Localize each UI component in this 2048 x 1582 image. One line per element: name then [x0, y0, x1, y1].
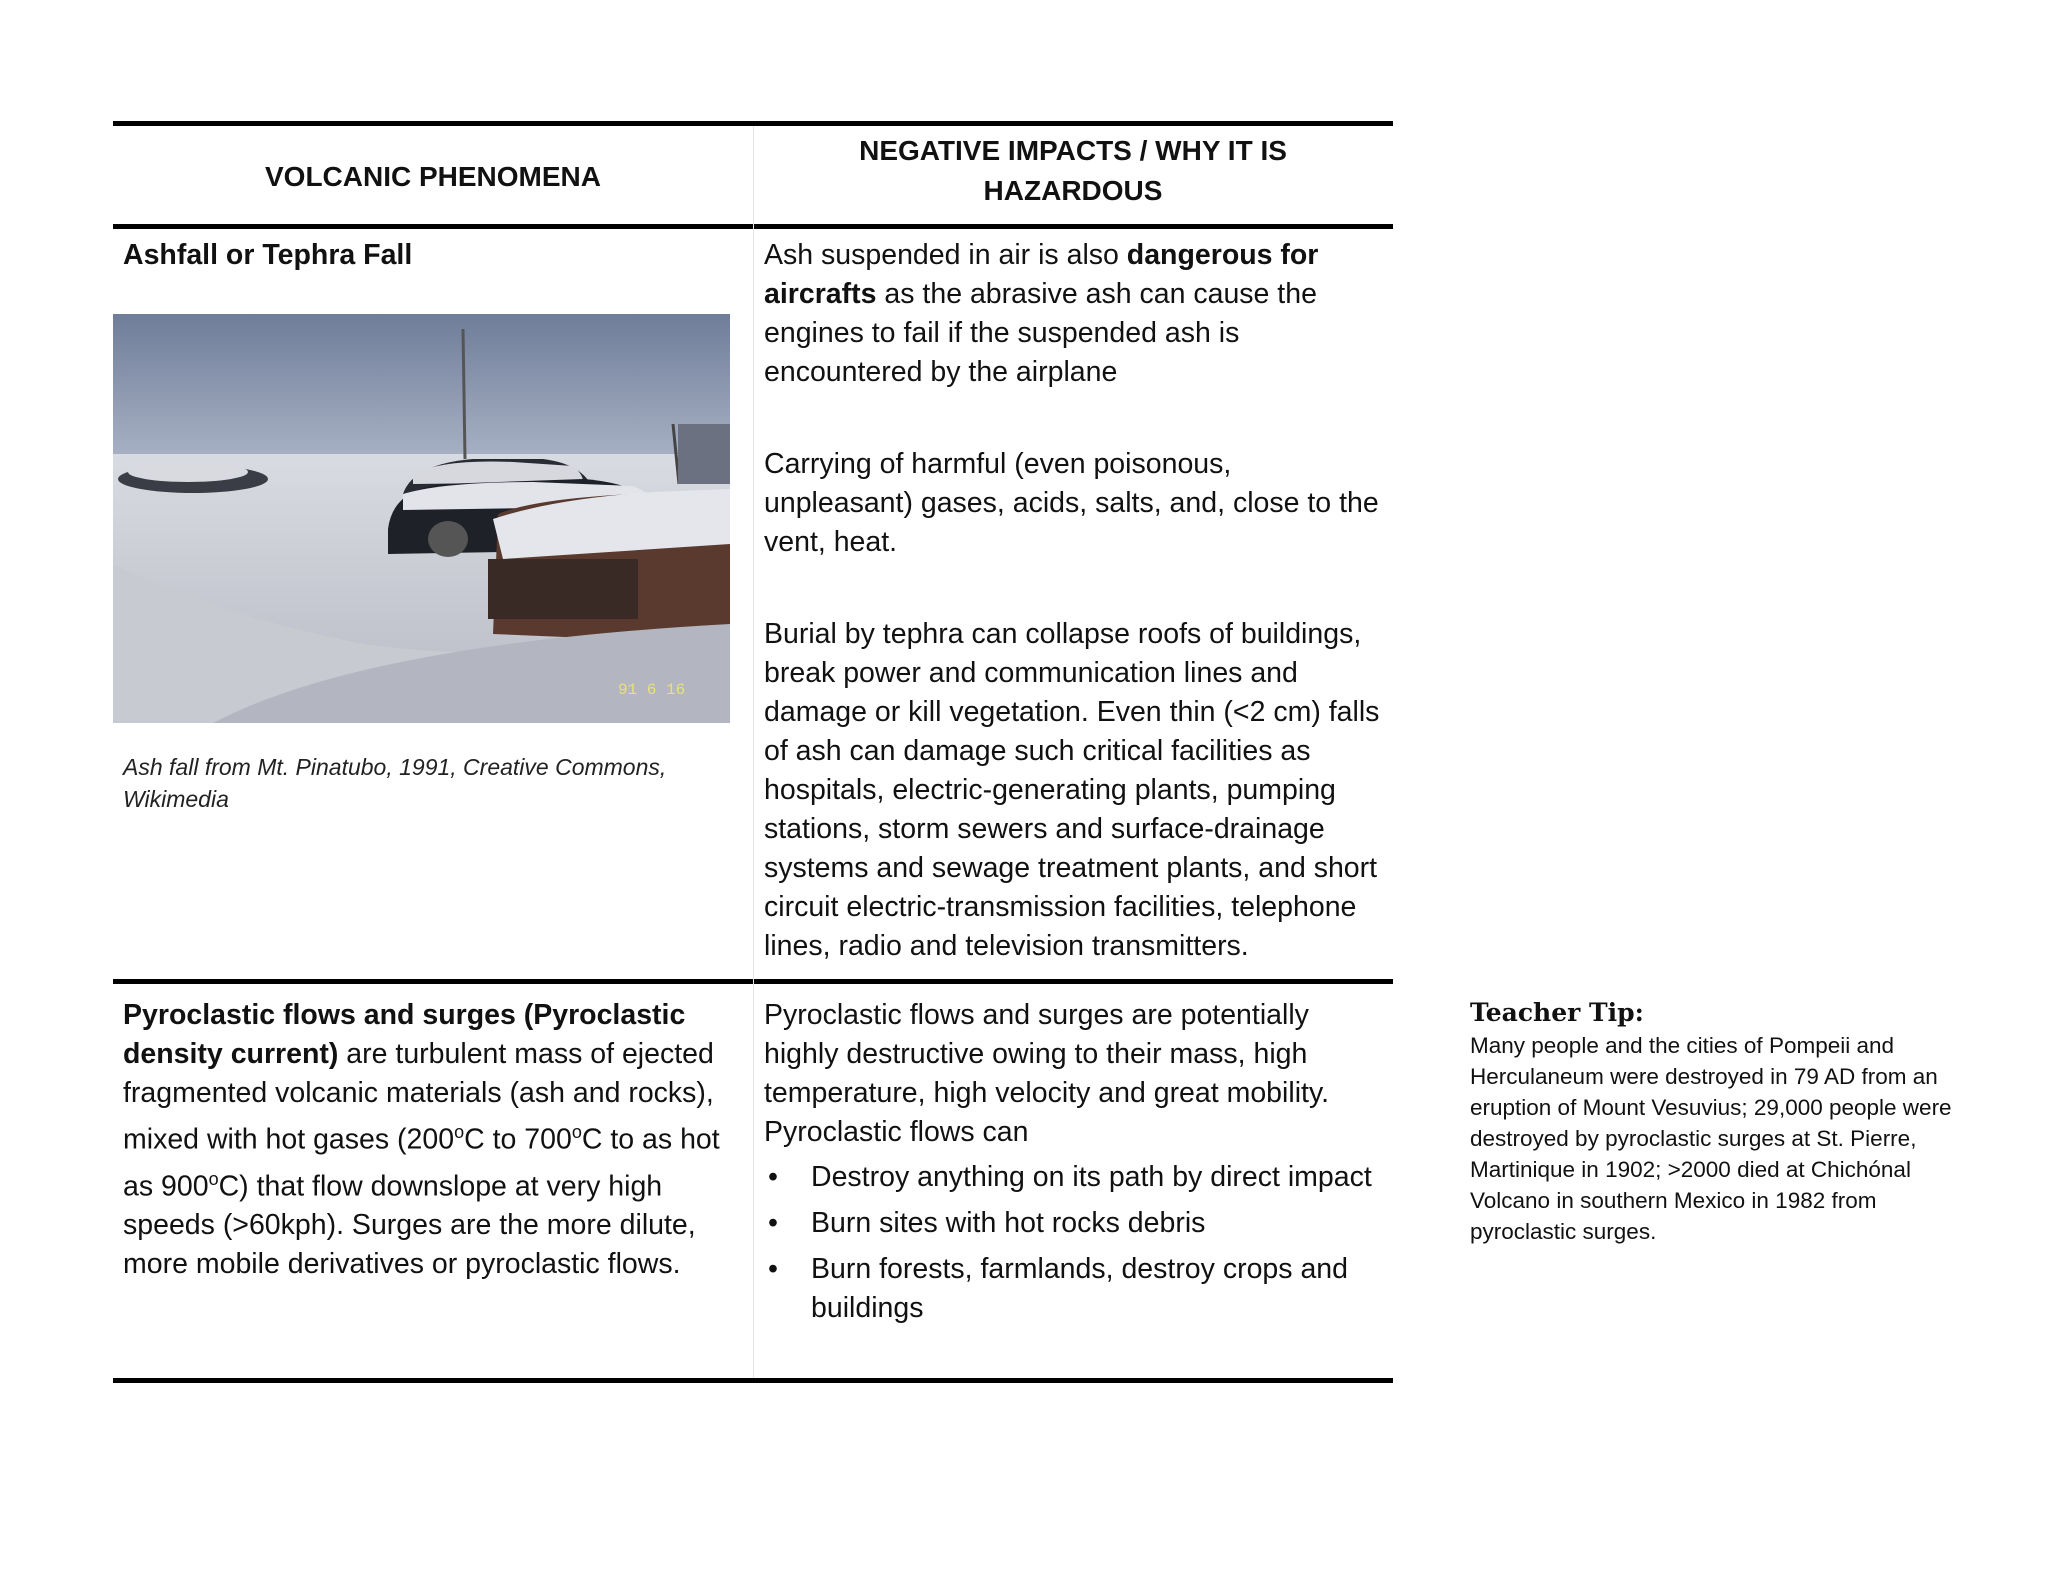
- ashfall-title-cell: [123, 236, 743, 275]
- header-volcanic-phenomena: VOLCANIC PHENOMENA: [264, 161, 601, 192]
- impact-aircraft-bold: dangerous for aircrafts: [764, 239, 1319, 310]
- header-negative-impacts-line2: HAZARDOUS: [983, 175, 1163, 206]
- list-item: [764, 1204, 1389, 1243]
- list-item-text: Burn sites with hot rocks debris: [811, 1207, 1206, 1239]
- pyroclastic-impacts-cell: [764, 996, 1389, 1335]
- teacher-tip-title: Teacher Tip:: [1470, 998, 1644, 1027]
- degree-sup-1: o: [454, 1122, 465, 1142]
- photo-date-stamp: 91 6 16: [618, 681, 686, 699]
- teacher-tip-body: Many people and the cities of Pompeii and Herculaneum were destroyed in 79 AD from an eruption of Mount Vesuvius; 29,000 people were destroyed by pyroclastic surges at St. Pierre, Martinique in 1902; >2000 died at Chichónal Volcano in southern Mexico in 1982 from pyroclastic surges.: [1470, 1033, 1952, 1244]
- ashfall-impacts-cell: [764, 236, 1384, 966]
- pyroclastic-text-d: C) that flow downslope at very high speeds (>60kph). Surges are the more dilute, more mobile derivatives or pyroclastic flows.: [123, 1170, 696, 1280]
- degree-sup-3: o: [208, 1168, 219, 1189]
- list-item: [764, 1158, 1389, 1197]
- impact-burial: Burial by tephra can collapse roofs of buildings, break power and communication lines and damage or kill vegetation. Even thin (<2 cm) falls of ash can damage such critical facilities as hospitals, electric-generating plants, pumping stations, storm sewers and surface-drainage systems and sewage treatment plants, and short circuit electric-transmission facilities, telephone lines, radio and television transmitters.: [764, 618, 1380, 962]
- degree-sup-2: o: [571, 1122, 582, 1142]
- pyroclastic-text-c: C to as hot as 900: [123, 1123, 720, 1202]
- pyroclastic-description: [123, 996, 748, 1284]
- pyroclastic-text-a: are turbulent mass of ejected fragmented volcanic materials (ash and rocks), mixed with hot gases (200: [123, 1038, 714, 1156]
- teacher-tip: [1470, 996, 1970, 1247]
- list-item: [764, 1250, 1389, 1328]
- impact-aircraft-text-a: Ash suspended in air is also: [764, 239, 1127, 271]
- impact-aircraft: [764, 236, 1384, 392]
- pyroclastic-description-cell: [123, 996, 748, 1284]
- photo-caption: Ash fall from Mt. Pinatubo, 1991, Creative Commons, Wikimedia: [123, 754, 667, 812]
- pyroclastic-impacts-list: [764, 1158, 1389, 1328]
- ashfall-photo-illustration: [113, 314, 730, 723]
- table-bottom-rule: [113, 1378, 1393, 1383]
- header-negative-impacts-line1: NEGATIVE IMPACTS / WHY IT IS: [859, 135, 1287, 166]
- bullet-dot: •: [768, 1207, 778, 1239]
- pyroclastic-impacts-intro: Pyroclastic flows and surges are potentially highly destructive owing to their mass, high temperature, high velocity and great mobility. Pyroclastic flows can: [764, 999, 1330, 1148]
- list-item-text: Burn forests, farmlands, destroy crops and buildings: [811, 1253, 1348, 1324]
- header-negative-impacts: [753, 131, 1393, 211]
- impact-gases: Carrying of harmful (even poisonous, unpleasant) gases, acids, salts, and, close to the vent, heat.: [764, 448, 1379, 558]
- bullet-dot: •: [768, 1161, 778, 1193]
- ashfall-title: Ashfall or Tephra Fall: [123, 239, 413, 271]
- column-divider: [753, 126, 754, 1378]
- impact-aircraft-text-b: as the abrasive ash can cause the engines to fail if the suspended ash is encountered by the airplane: [764, 278, 1317, 388]
- pyroclastic-term: Pyroclastic flows and surges (Pyroclastic density current): [123, 999, 686, 1070]
- ashfall-photo: [113, 314, 730, 723]
- list-item-text: Destroy anything on its path by direct impact: [811, 1161, 1372, 1193]
- bullet-dot: •: [768, 1253, 778, 1285]
- pyroclastic-text-b: C to 700: [464, 1123, 572, 1156]
